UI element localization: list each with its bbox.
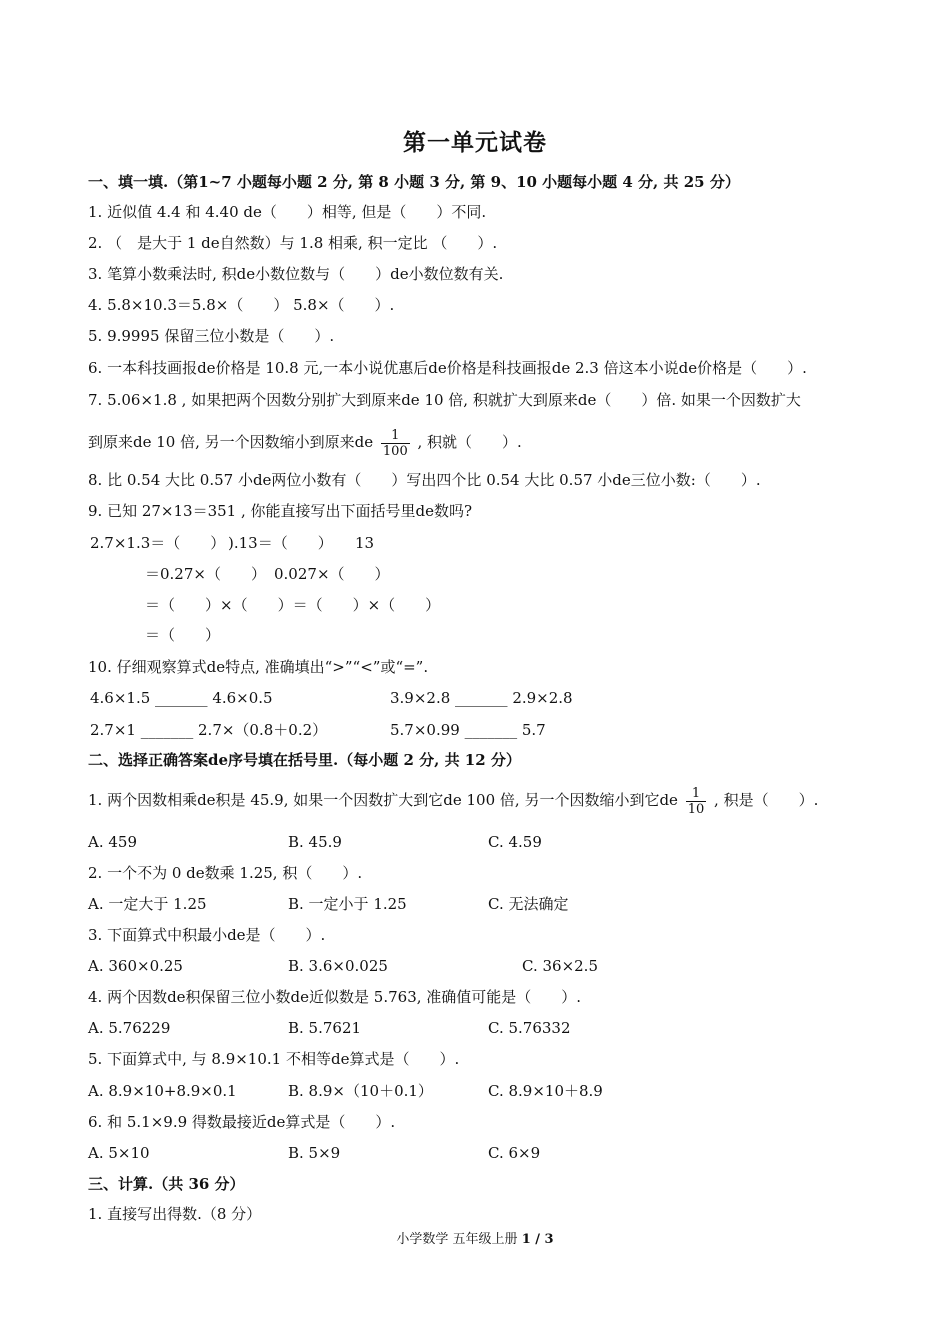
s2-q5-option-b: B. 8.9×（10＋0.1） (288, 1082, 433, 1100)
s2-q1-prefix: 1. 两个因数相乘de积是 45.9, 如果一个因数扩大到它de 100 倍, 另一个因数缩小到它de (88, 791, 678, 809)
fraction-numerator: 1 (686, 786, 707, 802)
s2-q3-option-b: B. 3.6×0.025 (288, 957, 388, 975)
s2-q2-option-a: A. 一定大于 1.25 (88, 895, 207, 913)
q9-row2-a: ＝0.27×（ ） (145, 565, 266, 583)
s2-question-5: 5. 下面算式中, 与 8.9×10.1 不相等de算式是（ ）. (88, 1050, 460, 1068)
s2-q6-option-b: B. 5×9 (288, 1144, 341, 1162)
s2-q6-option-c: C. 6×9 (488, 1144, 541, 1162)
q10-item-d: 5.7×0.99 _______ 5.7 (390, 721, 546, 739)
s2-question-2: 2. 一个不为 0 de数乘 1.25, 积（ ）. (88, 864, 363, 882)
page-footer (0, 1228, 950, 1247)
s2-q3-option-a: A. 360×0.25 (88, 957, 183, 975)
s2-q1-option-c: C. 4.59 (488, 833, 542, 851)
s1-question-6: 6. 一本科技画报de价格是 10.8 元,一本小说优惠后de价格是科技画报de 2.3 倍这本小说de价格是（ ）. (88, 359, 807, 377)
s2-q3-option-c: C. 36×2.5 (522, 957, 598, 975)
section-1-heading: 一、填一填.（第1~7 小题每小题 2 分, 第 8 小题 3 分, 第 9、10 小题每小题 4 分, 共 25 分） (88, 173, 740, 191)
s1-question-5: 5. 9.9995 保留三位小数是（ ）. (88, 327, 335, 345)
section-2-heading: 二、选择正确答案de序号填在括号里.（每小题 2 分, 共 12 分） (88, 751, 521, 769)
page-title: 第一单元试卷 (403, 129, 547, 156)
section-3-heading: 三、计算.（共 36 分） (88, 1175, 245, 1193)
q9-row1-c: 13 (355, 534, 375, 552)
s2-q1-option-a: A. 459 (88, 833, 137, 851)
s1-question-9: 9. 已知 27×13＝351 , 你能直接写出下面括号里de数吗? (88, 502, 473, 520)
s3-question-1: 1. 直接写出得数.（8 分） (88, 1205, 262, 1223)
s1-question-1: 1. 近似值 4.4 和 4.40 de（ ）相等, 但是（ ）不同. (88, 203, 487, 221)
s2-q4-option-a: A. 5.76229 (88, 1019, 171, 1037)
fraction-numerator: 1 (381, 428, 410, 444)
s2-q6-option-a: A. 5×10 (88, 1144, 150, 1162)
q10-item-b: 3.9×2.8 _______ 2.9×2.8 (390, 689, 573, 707)
s2-q4-option-c: C. 5.76332 (488, 1019, 571, 1037)
s2-q2-option-c: C. 无法确定 (488, 895, 569, 913)
s2-q1-option-b: B. 45.9 (288, 833, 342, 851)
fraction-one-hundredth (381, 428, 410, 459)
q9-row3: ＝（ ）×（ ）＝（ ）×（ ） (145, 596, 441, 614)
s1-question-7a: 7. 5.06×1.8 , 如果把两个因数分别扩大到原来de 10 倍, 积就扩大到原来de（ ）倍. 如果一个因数扩大 (88, 391, 801, 409)
q7b-suffix: , 积就（ ）. (417, 433, 522, 451)
page-number: 1 / 3 (521, 1232, 554, 1247)
footer-text: 小学数学 五年级上册 (396, 1232, 518, 1247)
s2-question-4: 4. 两个因数de积保留三位小数de近似数是 5.763, 准确值可能是（ ）. (88, 988, 582, 1006)
fraction-denominator: 100 (382, 443, 408, 459)
s2-q2-option-b: B. 一定小于 1.25 (288, 895, 407, 913)
s1-question-4: 4. 5.8×10.3＝5.8×（ ） 5.8×（ ）. (88, 296, 395, 314)
s1-question-8: 8. 比 0.54 大比 0.57 小de两位小数有（ ）写出四个比 0.54 大比 0.57 小de三位小数:（ ）. (88, 471, 761, 489)
s1-question-3: 3. 笔算小数乘法时, 积de小数位数与（ ）de小数位数有关. (88, 265, 504, 283)
q7b-prefix: 到原来de 10 倍, 另一个因数缩小到原来de (88, 433, 374, 451)
s2-q5-option-c: C. 8.9×10＋8.9 (488, 1082, 603, 1100)
fraction-denominator: 10 (687, 801, 705, 817)
s2-question-1 (88, 778, 818, 822)
q9-row1-b: ).13＝（ ） (228, 534, 333, 552)
fraction-one-tenth (686, 786, 707, 817)
q10-item-c: 2.7×1 _______ 2.7×（0.8＋0.2） (90, 721, 328, 739)
s2-question-6: 6. 和 5.1×9.9 得数最接近de算式是（ ）. (88, 1113, 396, 1131)
s1-question-7b (88, 420, 522, 464)
s2-q4-option-b: B. 5.7621 (288, 1019, 362, 1037)
q9-row2-b: 0.027×（ ） (274, 565, 390, 583)
q9-row4: ＝（ ） (145, 626, 221, 644)
s2-q1-suffix: , 积是（ ）. (714, 791, 819, 809)
s1-question-10: 10. 仔细观察算式de特点, 准确填出“>”“<”或“=”. (88, 658, 429, 676)
s2-q5-option-a: A. 8.9×10+8.9×0.1 (88, 1082, 237, 1100)
q10-item-a: 4.6×1.5 _______ 4.6×0.5 (90, 689, 273, 707)
s2-question-3: 3. 下面算式中积最小de是（ ）. (88, 926, 326, 944)
q9-row1-a: 2.7×1.3＝（ ） (90, 534, 226, 552)
s1-question-2: 2. （ 是大于 1 de自然数）与 1.8 相乘, 积一定比 （ ）. (88, 234, 498, 252)
